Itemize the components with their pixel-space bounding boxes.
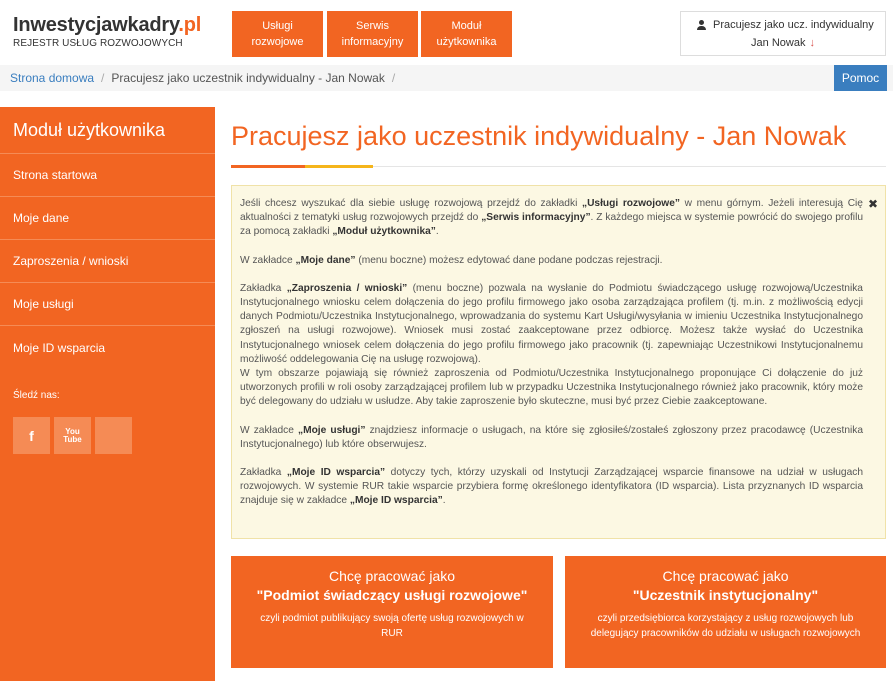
info-text: Jeśli chcesz wyszukać dla siebie usługę rozwojową przejdź do zakładki bbox=[240, 198, 582, 209]
sidebar-item-strona-startowa[interactable] bbox=[0, 154, 215, 197]
nav-serwis-informacyjny[interactable] bbox=[327, 11, 418, 57]
breadcrumb bbox=[0, 65, 893, 91]
info-paragraph-1 bbox=[240, 197, 863, 240]
user-name-row[interactable] bbox=[681, 37, 885, 49]
info-paragraph-5 bbox=[240, 466, 863, 509]
info-bold: „Serwis informacyjny” bbox=[481, 212, 591, 224]
youtube-icon-bottom: Tube bbox=[63, 434, 82, 444]
nav-label: Usługi rozwojowe bbox=[251, 20, 304, 48]
info-paragraph-4 bbox=[240, 424, 863, 452]
nav-label: Serwis informacyjny bbox=[341, 20, 404, 48]
cta-line2: "Podmiot świadczący usługi rozwojowe" bbox=[256, 587, 528, 603]
sidebar-item-moje-uslugi[interactable] bbox=[0, 283, 215, 326]
title-divider-accent-yellow bbox=[305, 165, 373, 168]
info-text: W zakładce bbox=[240, 424, 298, 436]
sidebar-item-label: Zaproszenia / wnioski bbox=[13, 254, 129, 268]
info-bold: „Moje dane” bbox=[295, 254, 356, 266]
arrow-down-icon[interactable]: ↓ bbox=[809, 37, 815, 49]
user-role bbox=[697, 19, 874, 31]
info-paragraph-3 bbox=[240, 282, 863, 367]
info-bold: „Moje usługi” bbox=[298, 424, 366, 436]
breadcrumb-separator: / bbox=[391, 71, 396, 85]
user-box[interactable] bbox=[680, 11, 886, 56]
youtube-icon[interactable] bbox=[54, 417, 91, 454]
user-role-label: Pracujesz jako ucz. indywidualny bbox=[713, 19, 874, 31]
sidebar-item-moje-dane[interactable] bbox=[0, 197, 215, 240]
nav-label: Moduł użytkownika bbox=[436, 20, 497, 48]
info-text: w menu górnym. Jeżeli interesują Cię aktualności z tematyki usług rozwojowych przejdź do bbox=[240, 198, 863, 224]
info-paragraph-3b: W tym obszarze pojawiają się również zaproszenia od Podmiotu/Uczestnika Instytucjonalnego proponujące Ci dołączenie do już utworzonych profili w roli osoby zarządzającej profilem lub w przypadku Uczestnika Instytucjonalnego również jako pracownik, który może być delegowany do udziału w usłudze. Aby takie zaproszenie było skuteczne, musi być przez Ciebie zaakceptowane. bbox=[240, 368, 863, 408]
info-text: . Z każdego miejsca w systemie powrócić do swojego profilu za pomocą zakładki bbox=[240, 212, 864, 238]
info-text: znajdziesz informacje o usługach, na które się zgłosiłeś/zostałeś zgłoszony przez pracodawcę (Uczestnika Instytucjonalnego) lub które obserwujesz. bbox=[240, 424, 864, 450]
info-text: (menu boczne) pozwala na wysłanie do Podmiotu świadczącego usługę rozwojową/Uczestnika Instytucjonalnego wniosku celem dołączenia do jego profilu firmowego jako osoba zarządzająca profilem (tj. m.in. z możliwością edycji danych Podmiotu/Uczestnika Instytucjonalnego, wprowadzania do systemu Kart Usługi/wysyłania w imieniu Uczestnika Instytucjonalnego zgłoszeń na usługi rozwojowe). Wniosek musi zostać zaakceptowane przez odbiorcę. Możesz także wysłać do Uczestnika Instytucjonalnego wniosek celem dołączenia do jego profilu firmowego jako pracownik (tj. zapewniając Uczestnikowi Instytucjonalnemu możliwość oddelegowania Cię na usługę rozwojową). bbox=[240, 282, 863, 365]
title-divider-accent bbox=[231, 165, 305, 168]
youtube-icon-top: You bbox=[65, 426, 80, 436]
cta-uczestnik-button[interactable] bbox=[565, 556, 886, 668]
nav-uslugi-rozwojowe[interactable] bbox=[232, 11, 323, 57]
cta-line2: "Uczestnik instytucjonalny" bbox=[632, 587, 819, 603]
breadcrumb-home-link[interactable]: Strona domowa bbox=[10, 71, 95, 85]
follow-label: Śledź nas: bbox=[13, 390, 60, 401]
sidebar-item-zaproszenia[interactable] bbox=[0, 240, 215, 283]
info-text: dotyczy tych, którzy uzyskali od Instytucji Zarządzającej wsparcie finansowe na udział w usługach rozwojowych. W systemie RUR takie wsparcie przybiera formę określonego identyfikatora (ID wsparcia). Lista przyznanych ID wsparcia znajduje się w zakładce bbox=[240, 467, 863, 507]
sidebar-item-label: Moje dane bbox=[13, 211, 70, 225]
info-text: W zakładce bbox=[240, 254, 296, 266]
help-button[interactable]: Pomoc bbox=[834, 65, 887, 91]
info-box bbox=[231, 185, 886, 539]
breadcrumb-current: Pracujesz jako uczestnik indywidualny - Jan Nowak bbox=[111, 71, 385, 85]
logo-subtitle: REJESTR USŁUG ROZWOJOWYCH bbox=[13, 38, 183, 49]
social-links bbox=[13, 417, 132, 454]
info-bold: „Moje ID wsparcia” bbox=[286, 467, 386, 479]
person-icon bbox=[697, 20, 707, 30]
cta-line1: Chcę pracować jako bbox=[328, 568, 456, 584]
info-bold: „Zaproszenia / wnioski” bbox=[286, 282, 408, 294]
info-text: Zakładka bbox=[240, 467, 287, 479]
info-text: . bbox=[442, 495, 446, 507]
cta-line3: czyli podmiot publikujący swoją ofertę usług rozwojowych w RUR bbox=[260, 613, 524, 639]
logo[interactable] bbox=[13, 14, 201, 49]
logo-main-text: Inwestycjawkadry bbox=[13, 14, 179, 36]
user-name: Jan Nowak bbox=[751, 37, 806, 49]
info-text: (menu boczne) możesz edytować dane podane podczas rejestracji. bbox=[355, 254, 663, 266]
breadcrumb-separator: / bbox=[101, 71, 105, 85]
sidebar-item-label: Moje usługi bbox=[13, 297, 74, 311]
sidebar-item-label: Moje ID wsparcia bbox=[13, 340, 106, 355]
info-bold: „Moduł użytkownika” bbox=[332, 226, 436, 238]
info-bold: „Moje ID wsparcia” bbox=[349, 495, 443, 507]
info-paragraph-2 bbox=[240, 254, 863, 268]
logo-tld: .pl bbox=[178, 14, 202, 36]
page-title: Pracujesz jako uczestnik indywidualny - Jan Nowak bbox=[231, 121, 847, 151]
info-text: Zakładka bbox=[240, 282, 287, 294]
sidebar-title: Moduł użytkownika bbox=[0, 107, 215, 154]
close-icon[interactable]: ✖ bbox=[867, 197, 878, 211]
sidebar-item-label: Strona startowa bbox=[13, 168, 98, 182]
cta-line3: czyli przedsiębiorca korzystający z usług rozwojowych lub delegujący pracowników do udziału w usługach rozwojowych bbox=[590, 613, 861, 639]
sidebar bbox=[0, 107, 215, 681]
nav-modul-uzytkownika[interactable] bbox=[421, 11, 512, 57]
info-text: . bbox=[435, 226, 439, 238]
cta-line1: Chcę pracować jako bbox=[662, 568, 789, 584]
facebook-icon[interactable]: f bbox=[13, 417, 50, 454]
social-placeholder-icon[interactable] bbox=[95, 417, 132, 454]
info-bold: „Usługi rozwojowe” bbox=[581, 198, 680, 209]
logo-text bbox=[13, 14, 201, 37]
header bbox=[0, 0, 893, 65]
cta-podmiot-button[interactable] bbox=[231, 556, 553, 668]
sidebar-item-moje-id-wsparcia[interactable] bbox=[0, 326, 215, 369]
